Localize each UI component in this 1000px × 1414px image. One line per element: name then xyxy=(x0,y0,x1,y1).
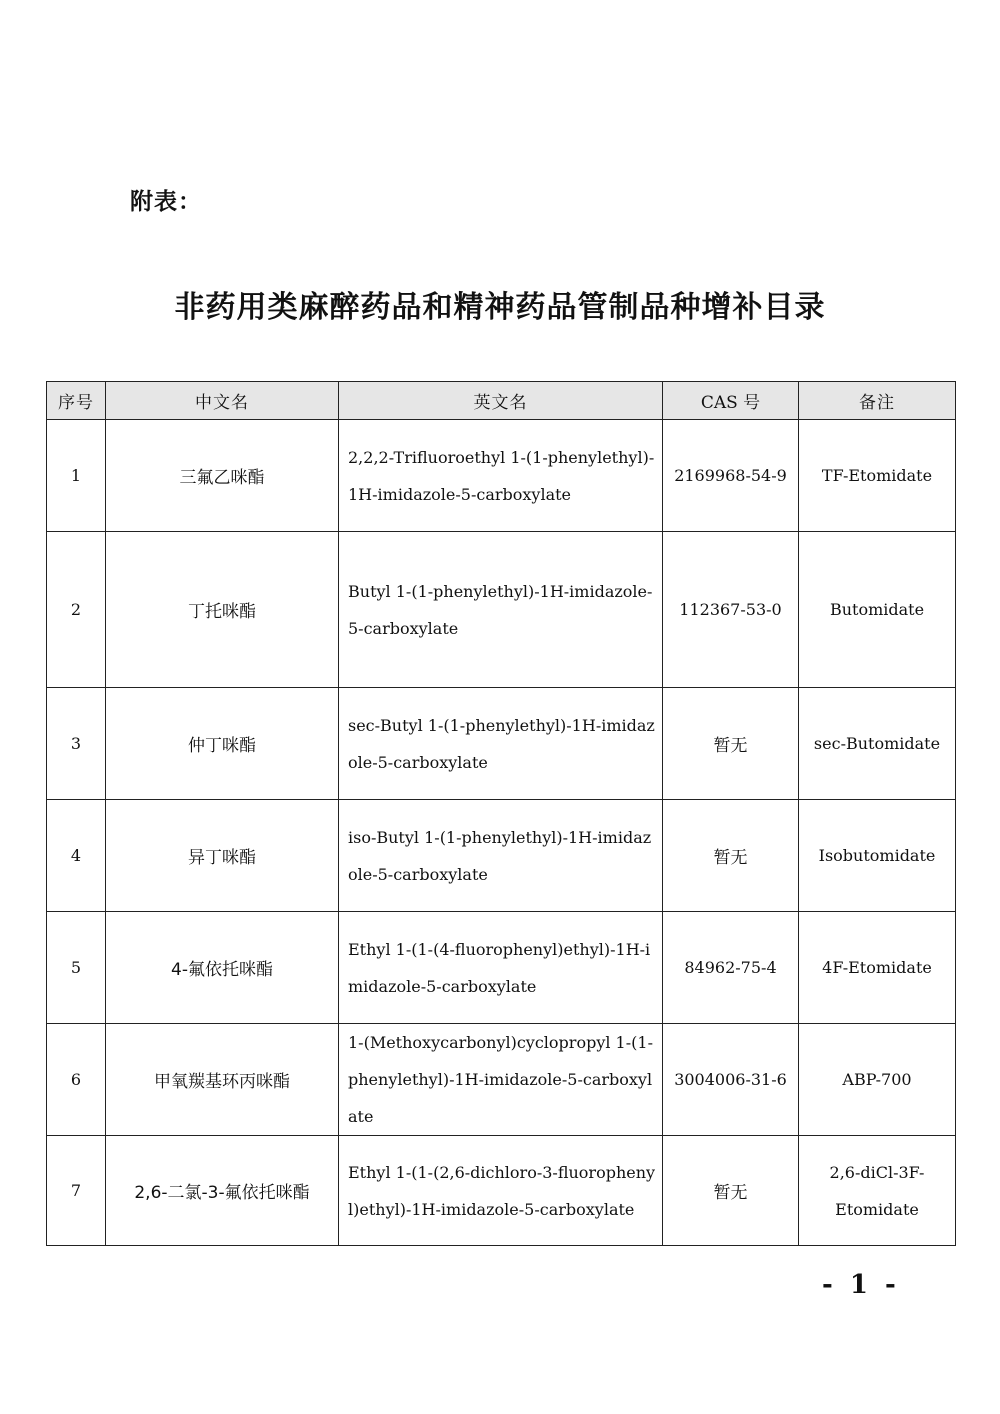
header-no: 序号 xyxy=(47,382,106,420)
cell-chinese-name: 4-氟依托咪酯 xyxy=(106,912,339,1024)
cell-remarks: sec-Butomidate xyxy=(799,688,956,800)
cell-remarks: TF-Etomidate xyxy=(799,420,956,532)
controlled-substances-table xyxy=(46,381,956,1246)
cell-no: 1 xyxy=(47,420,106,532)
cell-chinese-name: 丁托咪酯 xyxy=(106,532,339,688)
table-row xyxy=(47,532,956,688)
header-english-name: 英文名 xyxy=(339,382,663,420)
cell-cas: 暂无 xyxy=(663,800,799,912)
cell-no: 3 xyxy=(47,688,106,800)
cell-remarks: 4F-Etomidate xyxy=(799,912,956,1024)
table-row xyxy=(47,688,956,800)
cell-remarks: Butomidate xyxy=(799,532,956,688)
cell-chinese-name: 异丁咪酯 xyxy=(106,800,339,912)
cell-english-name: sec-Butyl 1-(1-phenylethyl)-1H-imidazole-5-carboxylate xyxy=(339,688,663,800)
attachment-label: 附表： xyxy=(130,189,202,215)
cell-remarks: Isobutomidate xyxy=(799,800,956,912)
cell-cas: 暂无 xyxy=(663,1136,799,1246)
cell-no: 4 xyxy=(47,800,106,912)
document-title: 非药用类麻醉药品和精神药品管制品种增补目录 xyxy=(174,290,826,325)
cell-cas: 2169968-54-9 xyxy=(663,420,799,532)
table-row xyxy=(47,1024,956,1136)
cell-chinese-name: 仲丁咪酯 xyxy=(106,688,339,800)
cell-english-name: iso-Butyl 1-(1-phenylethyl)-1H-imidazole-5-carboxylate xyxy=(339,800,663,912)
cell-cas: 84962-75-4 xyxy=(663,912,799,1024)
table-header-row xyxy=(47,382,956,420)
header-cas: CAS 号 xyxy=(663,382,799,420)
cell-remarks: ABP-700 xyxy=(799,1024,956,1136)
cell-chinese-name: 甲氧羰基环丙咪酯 xyxy=(106,1024,339,1136)
table-row xyxy=(47,800,956,912)
cell-english-name: 1-(Methoxycarbonyl)cyclopropyl 1-(1-phenylethyl)-1H-imidazole-5-carboxylate xyxy=(339,1024,663,1136)
cell-english-name: 2,2,2-Trifluoroethyl 1-(1-phenylethyl)-1H-imidazole-5-carboxylate xyxy=(339,420,663,532)
cell-cas: 112367-53-0 xyxy=(663,532,799,688)
cell-cas: 3004006-31-6 xyxy=(663,1024,799,1136)
cell-no: 5 xyxy=(47,912,106,1024)
header-remarks: 备注 xyxy=(799,382,956,420)
cell-remarks: 2,6-diCl-3F-Etomidate xyxy=(799,1136,956,1246)
cell-no: 7 xyxy=(47,1136,106,1246)
cell-cas: 暂无 xyxy=(663,688,799,800)
cell-chinese-name: 2,6-二氯-3-氟依托咪酯 xyxy=(106,1136,339,1246)
header-chinese-name: 中文名 xyxy=(106,382,339,420)
cell-english-name: Butyl 1-(1-phenylethyl)-1H-imidazole-5-carboxylate xyxy=(339,532,663,688)
page-number: - 1 - xyxy=(822,1270,900,1300)
cell-no: 6 xyxy=(47,1024,106,1136)
cell-no: 2 xyxy=(47,532,106,688)
cell-english-name: Ethyl 1-(1-(4-fluorophenyl)ethyl)-1H-imidazole-5-carboxylate xyxy=(339,912,663,1024)
table-row xyxy=(47,420,956,532)
table-row xyxy=(47,912,956,1024)
table-row xyxy=(47,1136,956,1246)
cell-chinese-name: 三氟乙咪酯 xyxy=(106,420,339,532)
cell-english-name: Ethyl 1-(1-(2,6-dichloro-3-fluorophenyl)ethyl)-1H-imidazole-5-carboxylate xyxy=(339,1136,663,1246)
